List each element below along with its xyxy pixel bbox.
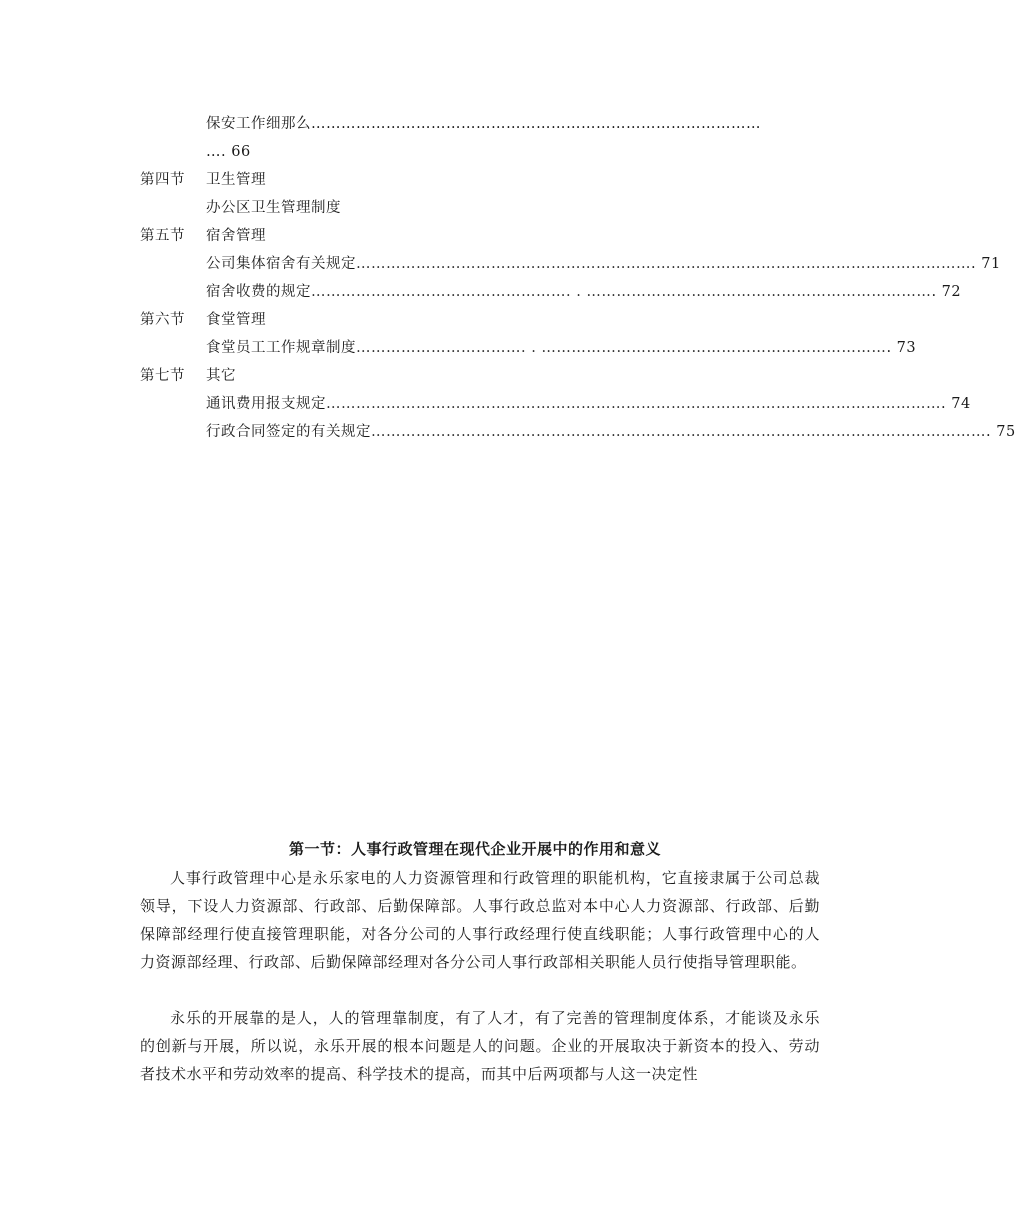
toc-leader-dots: ……………………………………………………………………………………………………………	[326, 396, 941, 412]
toc-entry-admin-contracts	[206, 422, 1016, 442]
toc-entry-text: 公司集体宿舍有关规定	[206, 256, 356, 272]
toc-section-4-number: 第四节	[140, 172, 185, 188]
toc-page-number: . 72	[931, 284, 962, 300]
toc-entry-text: 宿舍收费的规定	[206, 284, 311, 300]
toc-section-5-number: 第五节	[140, 228, 185, 244]
toc-entry-communication-expenses	[206, 394, 971, 414]
toc-section-6-number: 第六节	[140, 312, 185, 328]
toc-entry-dormitory-rules	[206, 254, 1001, 274]
toc-page-number: . 71	[971, 256, 1001, 272]
toc-section-4-title: 卫生管理	[206, 172, 266, 188]
toc-leader-dots: ……………………………………………………………………………………………………………	[356, 256, 971, 272]
toc-page-number: . 73	[886, 340, 917, 356]
toc-entry-security-detail-page: …. 66	[206, 144, 251, 160]
section-heading: 第一节：人事行政管理在现代企业开展中的作用和意义	[288, 840, 661, 858]
toc-entry-text: 食堂员工工作规章制度	[206, 340, 356, 356]
toc-section-7-number: 第七节	[140, 368, 185, 384]
toc-entry-security-detail: 保安工作细那么………………………………………………………………………………	[206, 116, 761, 132]
toc-leader-dots: ……………………………………………. . ……………………………………………………………	[311, 284, 932, 300]
toc-section-7-title: 其它	[206, 368, 236, 384]
toc-section-5-title: 宿舍管理	[206, 228, 266, 244]
toc-entry-text: 行政合同签定的有关规定	[206, 424, 371, 440]
toc-page-number: . 74	[941, 396, 971, 412]
toc-entry-canteen-rules	[206, 338, 917, 358]
body-paragraph-2: 永乐的开展靠的是人，人的管理靠制度，有了人才，有了完善的管理制度体系，才能谈及永乐的创新与开展，所以说，永乐开展的根本问题是人的问题。企业的开展取决于新资本的投入、劳动者技术水平和劳动效率的提高、科学技术的提高，而其中后两项都与人这一决定性	[140, 1009, 820, 1083]
toc-section-6-title: 食堂管理	[206, 312, 266, 328]
toc-entry-text: 通讯费用报支规定	[206, 396, 326, 412]
toc-entry-office-hygiene: 办公区卫生管理制度	[206, 200, 341, 216]
toc-entry-dormitory-fees	[206, 282, 962, 302]
toc-page-number: . 75	[986, 424, 1016, 440]
toc-leader-dots: ……………………………. . ……………………………………………………………	[356, 340, 887, 356]
toc-leader-dots: ……………………………………………………………………………………………………………	[371, 424, 986, 440]
body-paragraph-1: 人事行政管理中心是永乐家电的人力资源管理和行政管理的职能机构，它直接隶属于公司总裁领导，下设人力资源部、行政部、后勤保障部。人事行政总监对本中心人力资源部、行政部、后勤保障部经理行使直接管理职能，对各分公司的人事行政经理行使直线职能；人事行政管理中心的人力资源部经理、行政部、后勤保障部经理对各分公司人事行政部相关职能人员行使指导管理职能。	[140, 869, 820, 971]
